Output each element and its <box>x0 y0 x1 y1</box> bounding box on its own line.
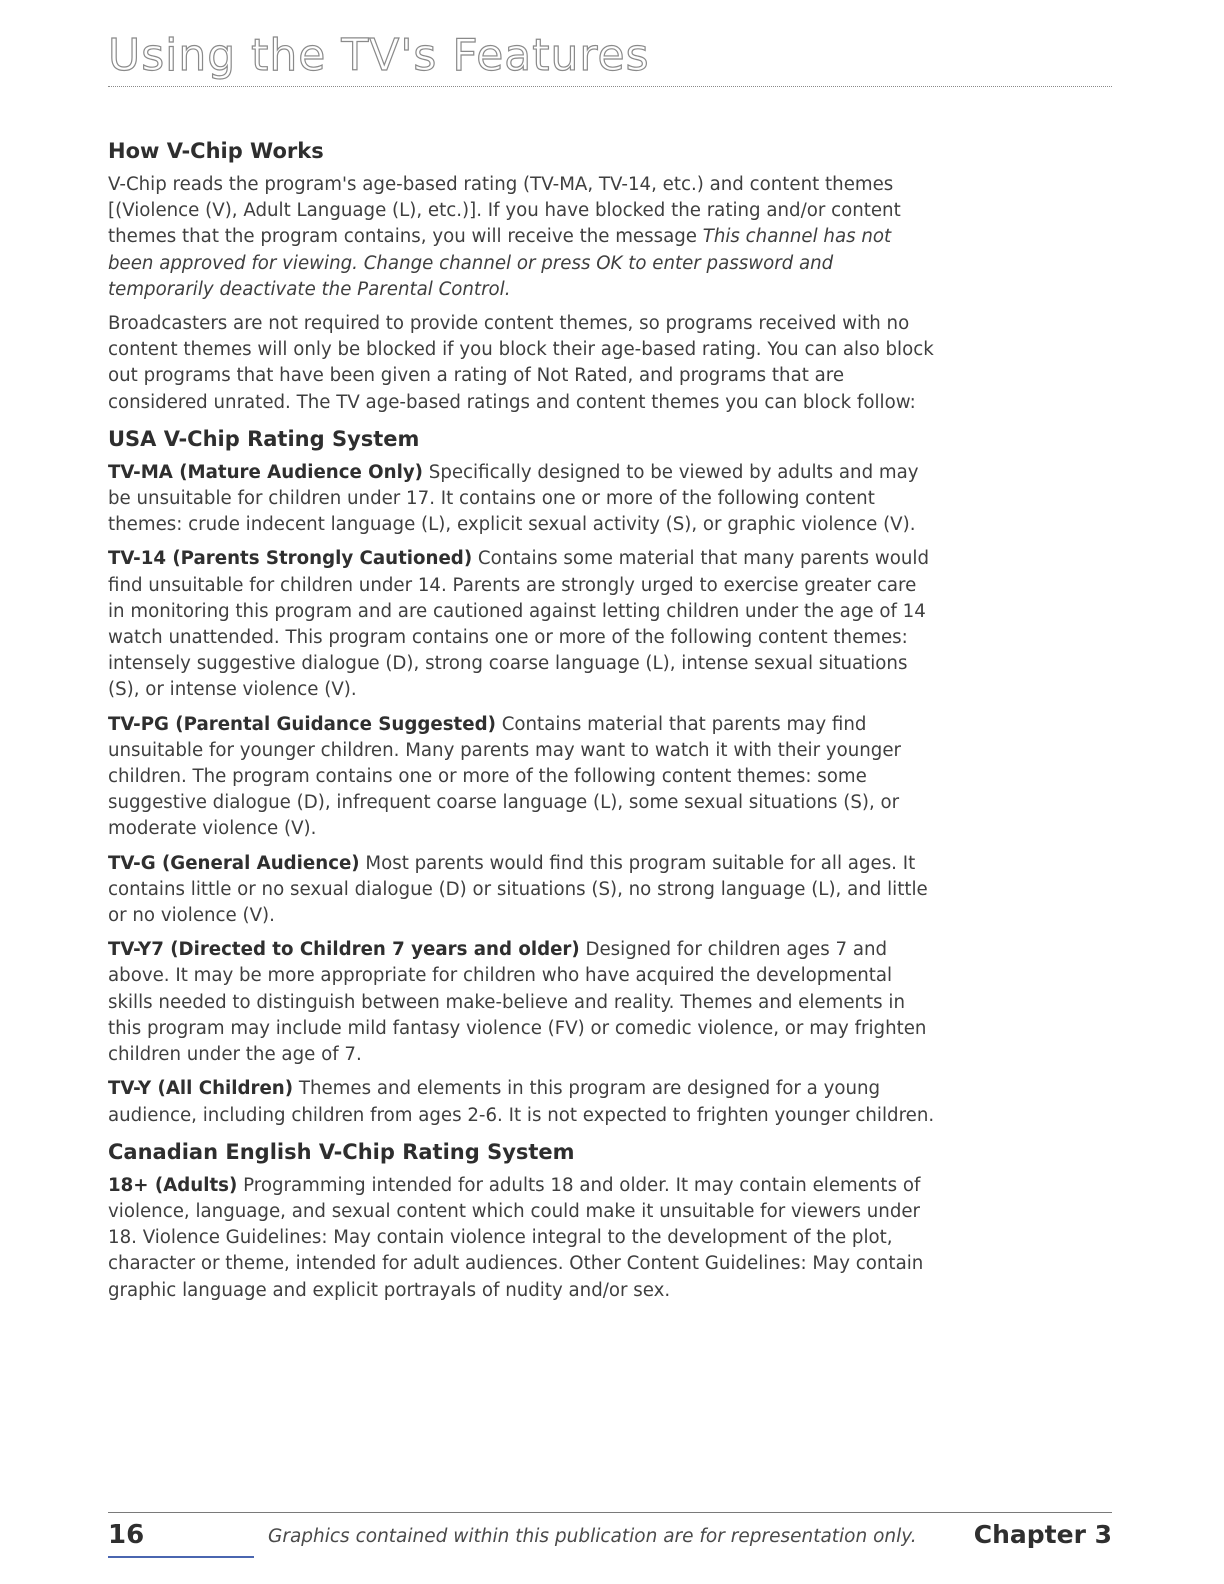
rating-label: TV-MA (Mature Audience Only) <box>108 461 423 483</box>
rating-label: 18+ (Adults) <box>108 1174 238 1196</box>
rating-description: Contains some material that many parents would find unsuitable for children under 14. Parents are strongly urged to exercise greater care in monitoring this program and are cautioned against letting children under the age of 14 watch unattended. This program contains one or more of the following content themes: intensely suggestive dialogue (D), strong coarse language (L), intense sexual situations (S), or intense violence (V). <box>108 548 930 701</box>
title-divider <box>108 86 1112 87</box>
rating-item-18-plus <box>108 1173 938 1304</box>
heading-canadian-rating-system: Canadian English V-Chip Rating System <box>108 1139 575 1164</box>
rating-item-tv-y <box>108 1076 938 1128</box>
paragraph-text: V-Chip reads the program's age-based rating (TV-MA, TV-14, etc.) and content themes [(Violence (V), Adult Language (L), etc.)]. If you have blocked the rating and/or content themes that the program contains, you will receive the message <box>108 174 901 248</box>
main-content <box>108 136 938 1312</box>
rating-item-tv-y7 <box>108 937 938 1068</box>
paragraph-how-vchip-2: Broadcasters are not required to provide content themes, so programs received with no content themes will only be blocked if you block their age-based rating. You can also block out programs that have been given a rating of Not Rated, and programs that are considered unrated. The TV age-based ratings and content themes you can block follow: <box>108 313 934 413</box>
rating-label: TV-Y (All Children) <box>108 1078 294 1100</box>
rating-item-tv-pg <box>108 712 938 843</box>
rating-label: TV-G (General Audience) <box>108 852 360 874</box>
footer-disclaimer: Graphics contained within this publication are for representation only. <box>268 1526 917 1547</box>
paragraph-how-vchip-1 <box>108 172 938 303</box>
rating-label: TV-PG (Parental Guidance Suggested) <box>108 713 496 735</box>
page-number: 16 <box>108 1520 145 1550</box>
rating-item-tv-14 <box>108 546 938 703</box>
rating-description: Themes and elements in this program are designed for a young audience, including children from ages 2-6. It is not expected to frighten younger children. <box>108 1078 935 1126</box>
rating-item-tv-g <box>108 851 938 930</box>
chapter-label: Chapter 3 <box>973 1520 1112 1549</box>
footer-divider <box>108 1512 1112 1513</box>
page-title: Using the TV's Features <box>108 30 650 81</box>
rating-description: Programming intended for adults 18 and older. It may contain elements of violence, language, and sexual content which could make it unsuitable for viewers under 18. Violence Guidelines: May contain violence integral to the development of the plot, character or theme, intended for adult audiences. Other Content Guidelines: May contain graphic language and explicit portrayals of nudity and/or sex. <box>108 1174 924 1301</box>
rating-description: Contains material that parents may find unsuitable for younger children. Many parents may want to watch it with their younger children. The program contains one or more of the following content themes: some suggestive dialogue (D), infrequent coarse language (L), some sexual situations (S), or moderate violence (V). <box>108 713 902 840</box>
heading-usa-rating-system: USA V-Chip Rating System <box>108 426 420 451</box>
rating-item-tv-ma <box>108 460 938 539</box>
rating-description: Specifically designed to be viewed by adults and may be unsuitable for children under 17. It contains one or more of the following content themes: crude indecent language (L), explicit sexual activity (S), or graphic violence (V). <box>108 461 919 536</box>
rating-description: Most parents would find this program suitable for all ages. It contains little or no sexual dialogue (D) or situations (S), no strong language (L), and little or no violence (V). <box>108 852 928 927</box>
on-screen-message: This channel has not been approved for viewing. Change channel or press OK to enter password and temporarily deactivate the Parental Control. <box>108 226 892 300</box>
rating-description: Designed for children ages 7 and above. It may be more appropriate for children who have acquired the developmental skills needed to distinguish between make-believe and reality. Themes and elements in this program may include mild fantasy violence (FV) or comedic violence, or may frighten children under the age of 7. <box>108 939 927 1066</box>
rating-label: TV-Y7 (Directed to Children 7 years and older) <box>108 939 580 961</box>
rating-label: TV-14 (Parents Strongly Cautioned) <box>108 548 473 570</box>
heading-how-vchip-works: How V-Chip Works <box>108 139 324 163</box>
page-number-underline <box>108 1556 254 1558</box>
